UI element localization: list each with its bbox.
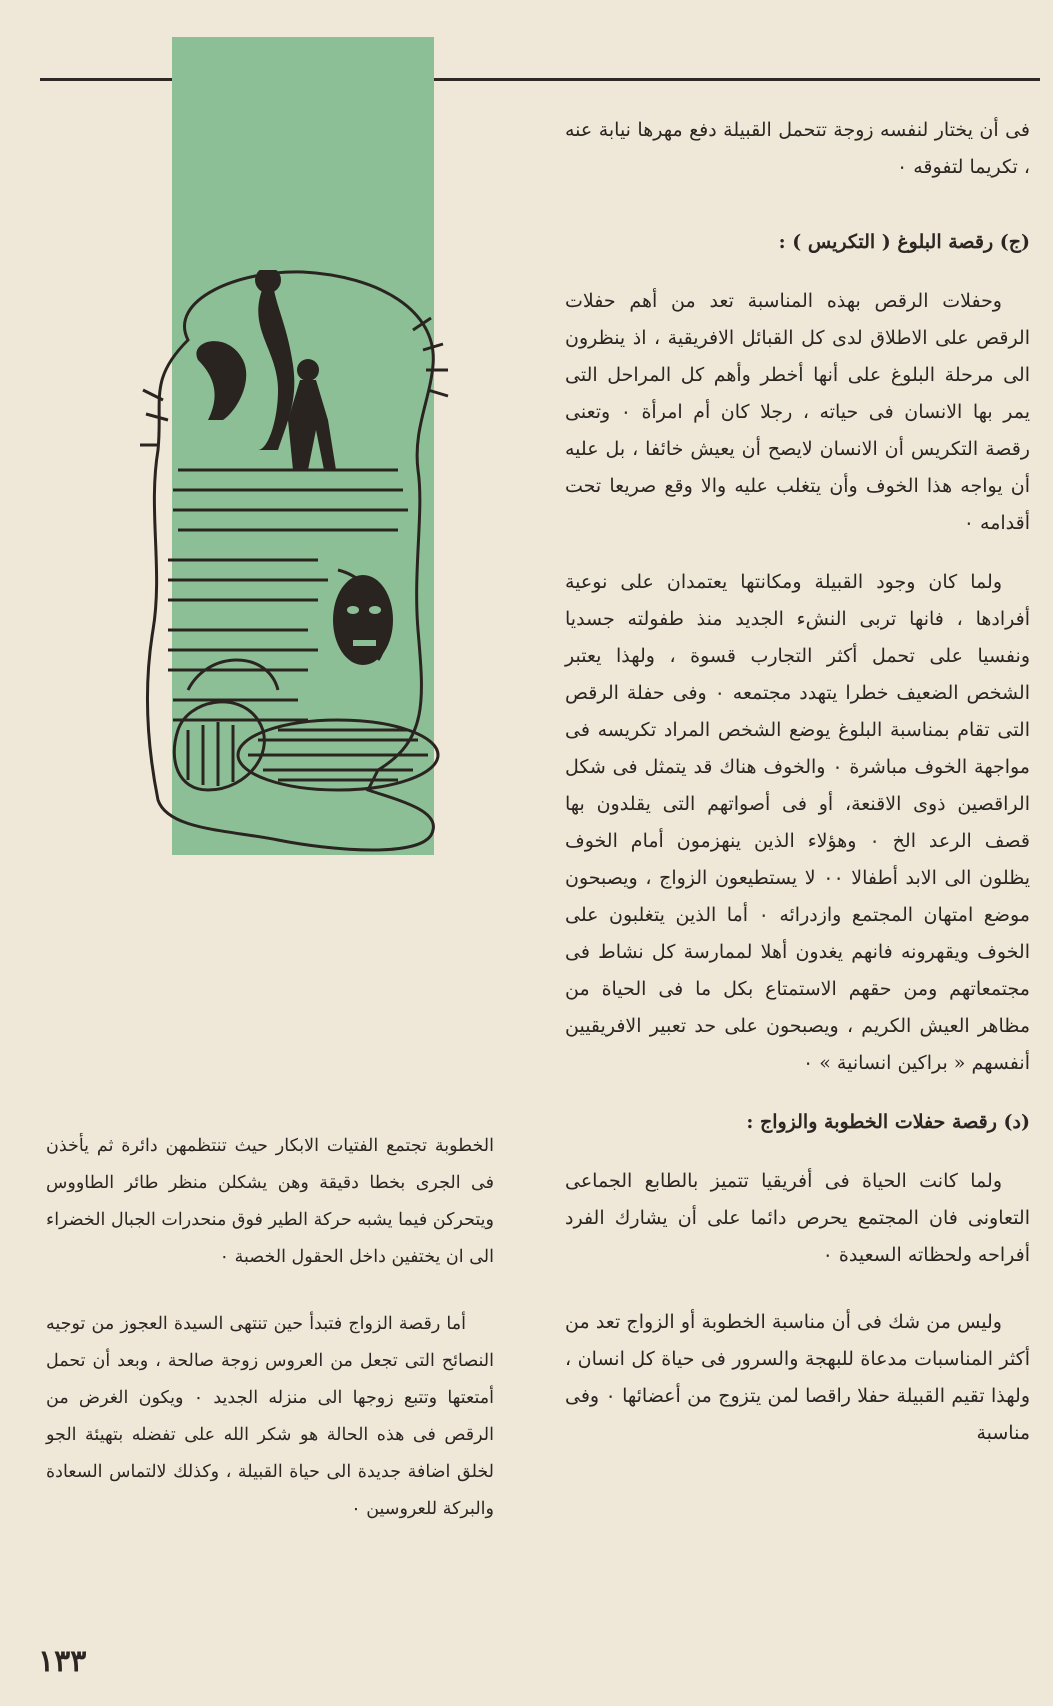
left-paragraph-2: أما رقصة الزواج فتبدأ حين تنتهى السيدة العجوز من توجيه النصائح التى تجعل من العروس زوجة صالحة ، وبعد أن تحمل أمتعتها وتتبع زوجها الى منزله الجديد ٠ ويكون الغرض من الرقص فى هذه الحالة هو شكر الله على تفضله بتهيئة الجو لخلق اضافة جديدة الى حياة القبيلة ، وكذلك لالتماس السعادة والبركة للعروسين ٠ — [46, 1314, 494, 1519]
page-number: ١٣٣ — [38, 1644, 87, 1679]
tribal-sculpture-illustration — [128, 270, 478, 870]
right-text-column — [565, 112, 1030, 1452]
left-text-column — [46, 1128, 494, 1528]
left-paragraph-1: الخطوبة تجتمع الفتيات الابكار حيث تنتظمهن دائرة ثم يأخذن فى الجرى بخطا دقيقة وهن يشكلن منظر طائر الطاووس ويتحركن فيما يشبه حركة الطير فوق منحدرات الجبال الخضراء الى ان يختفين داخل الحقول الخصبة ٠ — [46, 1136, 494, 1267]
section-d-paragraph-2: وليس من شك فى أن مناسبة الخطوبة أو الزواج تعد من أكثر المناسبات مدعاة للبهجة والسرور فى حياة كل انسان ، ولهذا تقيم القبيلة حفلا راقصا لمن يتزوج من أعضائها ٠ وفى مناسبة — [565, 1311, 1031, 1444]
section-d-paragraph-1: ولما كانت الحياة فى أفريقيا تتميز بالطابع الجماعى التعاونى فان المجتمع يحرص دائما على أن يشارك الفرد أفراحه ولحظاته السعيدة ٠ — [565, 1170, 1030, 1266]
section-c-heading: (ج) رقصة البلوغ ( التكريس ) : — [778, 231, 1030, 253]
section-c-paragraph-1: وحفلات الرقص بهذه المناسبة تعد من أهم حفلات الرقص على الاطلاق لدى كل القبائل الافريقية ، اذ ينظرون الى مرحلة البلوغ على أنها أخطر وأهم كل المراحل التى يمر بها الانسان فى حياته ، رجلا كان أم امرأة ٠ وتعنى رقصة التكريس أن الانسان لايصح أن يعيش خائفا ، بل عليه أن يواجه هذا الخوف وأن يتغلب عليه والا وقع صريعا تحت أقدامه ٠ — [565, 290, 1030, 534]
section-d-heading: (د) رقصة حفلات الخطوبة والزواج : — [746, 1111, 1030, 1133]
section-c-paragraph-2: ولما كان وجود القبيلة ومكانتها يعتمدان على نوعية أفرادها ، فانها تربى النشء الجديد منذ طفولته جسديا ونفسيا على تحمل أكثر التجارب قسوة ، ولهذا يعتبر الشخص الضعيف خطرا يتهدد مجتمعه ٠ وفى حفلة الرقص التى تقام بمناسبة البلوغ يوضع الشخص المراد تكريسه فى مواجهة الخوف مباشرة ٠ والخوف هناك قد يتمثل فى شكل الراقصين ذوى الاقنعة، أو فى أصواتهم التى يقلدون بها قصف الرعد الخ ٠ وهؤلاء الذين ينهزمون أمام الخوف يظلون الى الابد أطفالا ٠٠ لا يستطيعون الزواج ، ويصبحون موضع امتهان المجتمع وازدرائه ٠ أما الذين يتغلبون على الخوف ويقهرونه فانهم يغدون أهلا لممارسة كل نشاط فى مجتمعاتهم ومن حقهم الاستمتاع بكل ما فى الحياة من مظاهر العيش الكريم ، ويصبحون على حد تعبير الافريقيين أنفسهم « براكين انسانية » ٠ — [565, 571, 1030, 1074]
intro-paragraph: فى أن يختار لنفسه زوجة تتحمل القبيلة دفع مهرها نيابة عنه ، تكريما لتفوقه ٠ — [565, 119, 1030, 178]
